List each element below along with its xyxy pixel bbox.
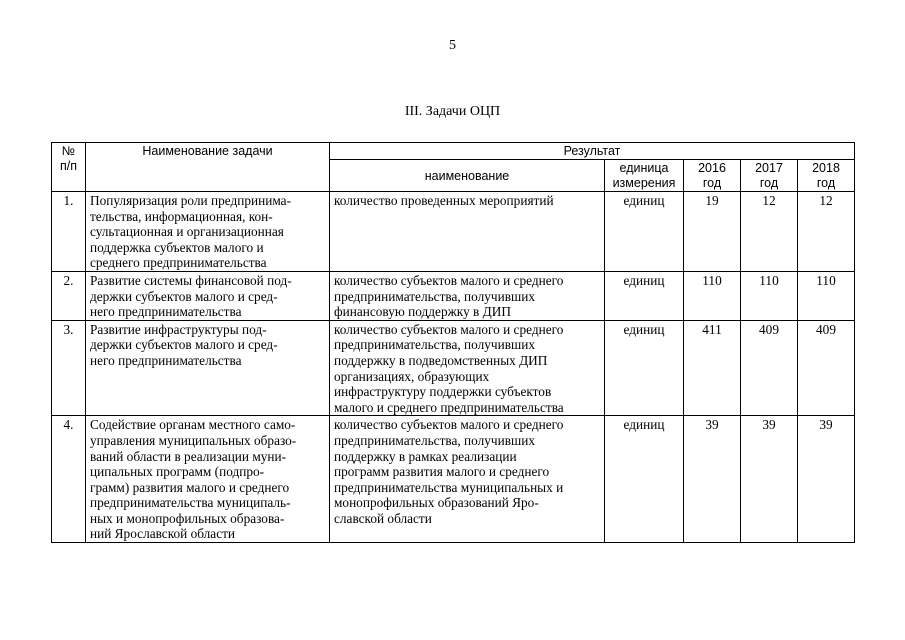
header-task-name: Наименование задачи [86,143,330,192]
result-line: предпринимательства муниципальных и [334,479,564,495]
task-line: сультационная и организационная [90,224,284,240]
result-name [330,192,605,272]
section-title: III. Задачи ОЦП [404,104,501,119]
result-line: финансовую поддержку в ДИП [334,304,511,320]
header-unit [605,160,684,192]
header-year-word: год [759,176,779,190]
header-num [52,143,86,192]
table-row [52,271,855,320]
header-year-2018 [798,160,855,192]
result-line: малого и среднего предпринимательства [334,399,564,415]
task-name [86,416,330,543]
value-2018: 39 [798,416,855,543]
result-line: монопрофильных образований Яро- [334,495,539,511]
value-2017: 12 [741,192,798,272]
unit-cell: единиц [605,192,684,272]
value-2018: 12 [798,192,855,272]
value-2016: 39 [684,416,741,543]
task-line: держки субъектов малого и сред- [90,288,278,304]
table-row [52,192,855,272]
page-number: 5 [449,38,456,53]
table-row [52,320,855,416]
header-year-value: 2016 [698,161,726,175]
header-year-value: 2017 [755,161,783,175]
header-result-name: наименование [330,160,605,192]
task-line: Популяризация роли предпринима- [90,193,291,208]
result-name [330,416,605,543]
task-line: среднего предпринимательства [90,255,267,271]
header-year-word: год [702,176,722,190]
result-name [330,320,605,416]
task-line: ваний области в реализации муни- [90,448,287,464]
value-2018: 409 [798,320,855,416]
header-year-value: 2018 [812,161,840,175]
value-2016: 19 [684,192,741,272]
task-line: Развитие инфраструктуры под- [90,321,267,337]
header-year-2017 [741,160,798,192]
result-line: славской области [334,510,432,526]
value-2016: 110 [684,271,741,320]
result-line: поддержку в рамках реализации [334,448,517,464]
value-2016: 411 [684,320,741,416]
row-number: 2. [52,271,86,320]
header-year-2016 [684,160,741,192]
task-line: держки субъектов малого и сред- [90,337,278,353]
tasks-table [51,142,855,543]
header-num-line-1: № [61,144,76,158]
task-name [86,271,330,320]
task-line: Содействие органам местного само- [90,417,296,433]
value-2017: 110 [741,271,798,320]
result-line: количество субъектов малого и среднего [334,272,564,288]
task-line: грамм) развития малого и среднего [90,479,290,495]
unit-cell: единиц [605,271,684,320]
row-number: 1. [52,192,86,272]
task-line: него предпринимательства [90,352,242,368]
result-line: количество субъектов малого и среднего [334,321,564,337]
task-line: Развитие системы финансовой под- [90,272,292,288]
result-line: программ развития малого и среднего [334,464,550,480]
result-line: организациях, образующих [334,368,490,384]
header-row-1 [52,143,855,160]
unit-cell: единиц [605,416,684,543]
result-line: поддержку в подведомственных ДИП [334,352,548,368]
row-number: 4. [52,416,86,543]
task-line: предпринимательства муниципаль- [90,495,291,511]
task-line: ний Ярославской области [90,526,236,542]
unit-cell: единиц [605,320,684,416]
result-line: предпринимательства, получивших [334,288,535,304]
result-line: количество субъектов малого и среднего [334,417,564,433]
task-name [86,320,330,416]
value-2017: 409 [741,320,798,416]
result-line: предпринимательства, получивших [334,432,535,448]
result-name [330,271,605,320]
table-row [52,416,855,543]
value-2018: 110 [798,271,855,320]
task-line: тельства, информационная, кон- [90,208,273,224]
row-number: 3. [52,320,86,416]
result-line: количество проведенных мероприятий [334,193,554,208]
task-line: ных и монопрофильных образова- [90,510,285,526]
result-line: предпринимательства, получивших [334,337,535,353]
header-year-word: год [816,176,836,190]
header-num-line-2: п/п [59,159,77,173]
task-line: поддержка субъектов малого и [90,239,264,255]
task-name [86,192,330,272]
task-line: него предпринимательства [90,304,242,320]
header-unit-line-1: единица [619,161,669,175]
task-line: ципальных программ (подпро- [90,464,265,480]
task-line: управления муниципальных образо- [90,432,297,448]
value-2017: 39 [741,416,798,543]
result-line: инфраструктуру поддержки субъектов [334,384,552,400]
header-unit-line-2: измерения [612,176,676,190]
header-result: Результат [330,143,855,160]
